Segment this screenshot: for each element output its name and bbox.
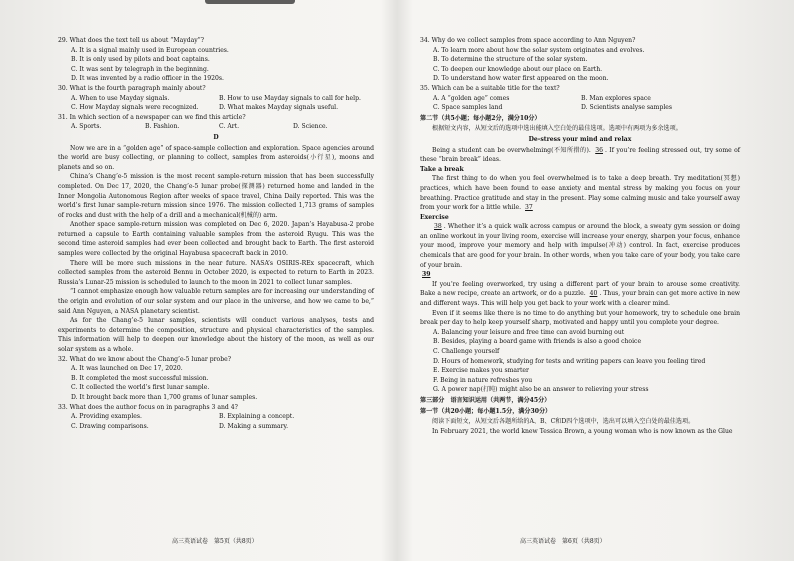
part-3-heading: 第三部分 语言知识运用（共两节，满分45分） xyxy=(420,396,551,404)
intro-paragraph xyxy=(420,146,740,165)
question-32: 32. What do we know about the Chang’e-5 lunar probe? xyxy=(58,355,231,363)
blank-38: 38 xyxy=(434,223,442,231)
blank-36: 36 xyxy=(595,146,603,154)
top-ink-mark xyxy=(205,0,295,4)
option-34b: B. To determine the structure of the solar system. xyxy=(433,56,588,64)
intro-text-start: Being a student can be overwhelming(不知所措的). xyxy=(432,146,591,154)
option-30d: D. What makes Mayday signals useful. xyxy=(219,104,339,112)
creative-text-start: If you’re feeling overworked, try using a different part of your brain to arouse some creativity. Bake a new recipe, create an artwork, or do a puzzle. xyxy=(420,280,740,298)
page-footer-right: 高三英语试卷 第6页（共8页） xyxy=(520,538,606,545)
options-33-row1 xyxy=(71,412,374,422)
option-35a: A. A “golden age” comes xyxy=(433,94,510,102)
options-30-row2 xyxy=(71,103,374,113)
right-column xyxy=(420,36,740,436)
blank-40: 40 xyxy=(589,290,598,298)
option-30b: B. How to use Mayday signals to call for help. xyxy=(219,94,361,102)
option-32c: C. It collected the world’s first lunar sample. xyxy=(71,384,210,392)
question-34: 34. Why do we collect samples from space according to Ann Nguyen? xyxy=(420,37,636,44)
choice-g: G. A power nap(打盹) might also be an answer to relieving your stress xyxy=(433,386,649,394)
option-29a: A. It is a signal mainly used in European countries. xyxy=(71,46,229,54)
passage-d-paragraph-4: There will be more such missions in the near future. NASA’s OSIRIS-REx spacecraft, which collected samples from the asteroid Bennu in October 2020, is expected to return to Earth in 2023. Russia’s Lunar-25 mission is scheduled to launch to the moon in 2021 to collect lunar samples. xyxy=(58,259,374,286)
option-31a: A. Sports. xyxy=(71,123,102,131)
option-30c: C. How Mayday signals were recognized. xyxy=(71,104,199,112)
options-33-row2 xyxy=(71,422,374,432)
choice-b: B. Besides, playing a board game with friends is also a good choice xyxy=(433,338,642,346)
section-2-instructions: 根据短文内容，从短文后的选项中选出能填入空白处的最佳选项。选项中有两项为多余选项。 xyxy=(432,125,682,133)
option-34a: A. To learn more about how the solar system originates and evolves. xyxy=(433,46,645,54)
option-33a: A. Providing examples. xyxy=(71,413,142,421)
option-33b: B. Explaining a concept. xyxy=(219,413,295,421)
passage-d-heading: D xyxy=(213,133,219,141)
question-31: 31. In which section of a newspaper can we find this article? xyxy=(58,113,246,121)
option-29b: B. It is only used by pilots and boat captains. xyxy=(71,56,210,64)
option-35c: C. Space samples land xyxy=(433,104,503,112)
option-33d: D. Making a summary. xyxy=(219,422,289,430)
choice-c: C. Challenge yourself xyxy=(433,348,500,355)
option-35b: B. Man explores space xyxy=(581,94,651,102)
option-31b: B. Fashion. xyxy=(145,123,180,131)
option-31d: D. Science. xyxy=(293,123,328,131)
intro-text-end: . If you’re feeling stressed out, try some of these “brain break” ideas. xyxy=(420,146,740,164)
exercise-paragraph xyxy=(420,222,740,270)
option-33c: C. Drawing comparisons. xyxy=(71,422,149,430)
choice-d: D. Hours of homework, studying for tests and writing papers can leave you feeling tired xyxy=(433,357,706,365)
creative-paragraph xyxy=(420,280,740,309)
exercise-text: . Whether it’s a quick walk across campus or around the block, a sweaty gym session or doing an online workout in your living room, exercise will increase your energy, sharpen your focus, enhance your mood, improve your memory and help with impulse(冲动) control. In fact, exercise produces chemicals that are good for your brain. In other words, when you take care of your body, you take care of your brain. xyxy=(420,223,740,269)
passage-d-paragraph-1: Now we are in a “golden age” of space-sample collection and exploration. Space agencies around the world are busy collecting, or planning to collect, samples from asteroids(小行星), moons and planets and so on. xyxy=(58,144,374,171)
page-footer-left: 高三英语试卷 第5页（共8页） xyxy=(172,538,258,545)
passage-title: De-stress your mind and relax xyxy=(528,135,632,143)
option-29c: C. It was sent by telegraph in the beginning. xyxy=(71,65,209,73)
break-paragraph xyxy=(420,174,740,212)
part-3-section-1-heading: 第一节（共20小题；每小题1.5分，满分30分） xyxy=(420,407,552,415)
passage-d-paragraph-6: As for the Chang’e-5 lunar samples, scientists will conduct various analyses, tests and experiments to determine the composition, structure and physical characteristics of the samples. This information will help to deepen our knowledge about the history of the moon, as well as our solar system as a whole. xyxy=(58,317,374,353)
choice-e: E. Exercise makes you smarter xyxy=(433,367,529,375)
question-30: 30. What is the fourth paragraph mainly about? xyxy=(58,84,206,92)
subheading-exercise: Exercise xyxy=(420,213,449,221)
subheading-take-a-break: Take a break xyxy=(420,165,464,173)
question-29: 29. What does the text tell us about “Mayday”? xyxy=(58,37,205,44)
question-35: 35. Which can be a suitable title for the text? xyxy=(420,84,560,92)
option-32b: B. It completed the most successful mission. xyxy=(71,374,209,382)
passage-d-paragraph-3: Another space sample-return mission was completed on Dec 6, 2020. Japan’s Hayabusa-2 probe returned a capsule to Earth containing valuable samples from the asteroid Ryugu. This was the second time asteroid samples had ever been collected and brought back to Earth. The first asteroid samples were collected by the original Hayabusa spacecraft back in 2010. xyxy=(58,221,374,258)
options-35-row2 xyxy=(433,103,740,113)
creative-text-end: . Thus, your brain can get more active in new and different ways. This will help you get back to your work with a clearer mind. xyxy=(420,290,741,308)
subheading-39 xyxy=(420,270,740,280)
cloze-first-line: In February 2021, the world knew Tessica Brown, a young woman who is now known as the Glue xyxy=(432,427,733,435)
choice-a: A. Balancing your leisure and free time can avoid burning out xyxy=(433,328,625,336)
passage-d-paragraph-2: China’s Chang’e-5 mission is the most recent sample-return mission that has been successfully completed. On Dec 17, 2020, the Chang’e-5 lunar probe(探测器) returned home and landed in the Inner Mongolia Autonomous Region after weeks of space travel, China Daily reported. This was the world’s first lunar sample-return mission since 1976. The mission collected 1,713 grams of samples of rocks and dust with the help of a drill and a mechanical(机械的) arm. xyxy=(58,173,374,219)
passage-d-paragraph-5: “I cannot emphasize enough how valuable return samples are for increasing our understanding of the origin and evolution of our solar system and our place in the universe, and how we came to be,” said Ann Nguyen, a NASA planetary scientist. xyxy=(58,288,374,315)
option-34d: D. To understand how water first appeared on the moon. xyxy=(433,75,609,83)
blank-37: 37 xyxy=(525,204,533,212)
part-3-instructions: 阅读下面短文，从短文后各题所给的A、B、C和D四个选项中，选出可以填入空白处的最佳选项。 xyxy=(432,418,695,426)
option-29d: D. It was invented by a radio officer in the 1920s. xyxy=(71,75,224,83)
options-30-row1 xyxy=(71,94,374,104)
homework-paragraph: Even if it seems like there is no time to do anything but your homework, try to schedule one brain break per day to help keep yourself sharp, motivated and happy until you complete your degree. xyxy=(420,309,740,327)
option-34c: C. To deepen our knowledge about our place on Earth. xyxy=(433,65,603,73)
options-35-row1 xyxy=(433,94,740,104)
option-30a: A. When to use Mayday signals. xyxy=(71,94,170,102)
blank-39: 39 xyxy=(422,271,431,279)
option-32d: D. It brought back more than 1,700 grams of lunar samples. xyxy=(71,393,258,401)
section-2-heading: 第二节（共5小题；每小题2分，满分10分） xyxy=(420,114,541,122)
options-31 xyxy=(71,122,374,132)
option-31c: C. Art. xyxy=(219,123,240,131)
option-35d: D. Scientists analyse samples xyxy=(581,104,673,112)
choice-f: F. Being in nature refreshes you xyxy=(433,376,533,384)
break-text: The first thing to do when you feel overwhelmed is to take a deep breath. Try meditation(冥想) practices, which have been found to ease anxiety and mental stress by making you focus on your breathing. Practice gratitude and stay in the present. Play some calming music and take yourself away from your work for a little while. xyxy=(420,175,740,212)
option-32a: A. It was launched on Dec 17, 2020. xyxy=(71,365,183,373)
question-33: 33. What does the author focus on in paragraphs 3 and 4? xyxy=(58,403,238,411)
left-column xyxy=(58,36,374,431)
